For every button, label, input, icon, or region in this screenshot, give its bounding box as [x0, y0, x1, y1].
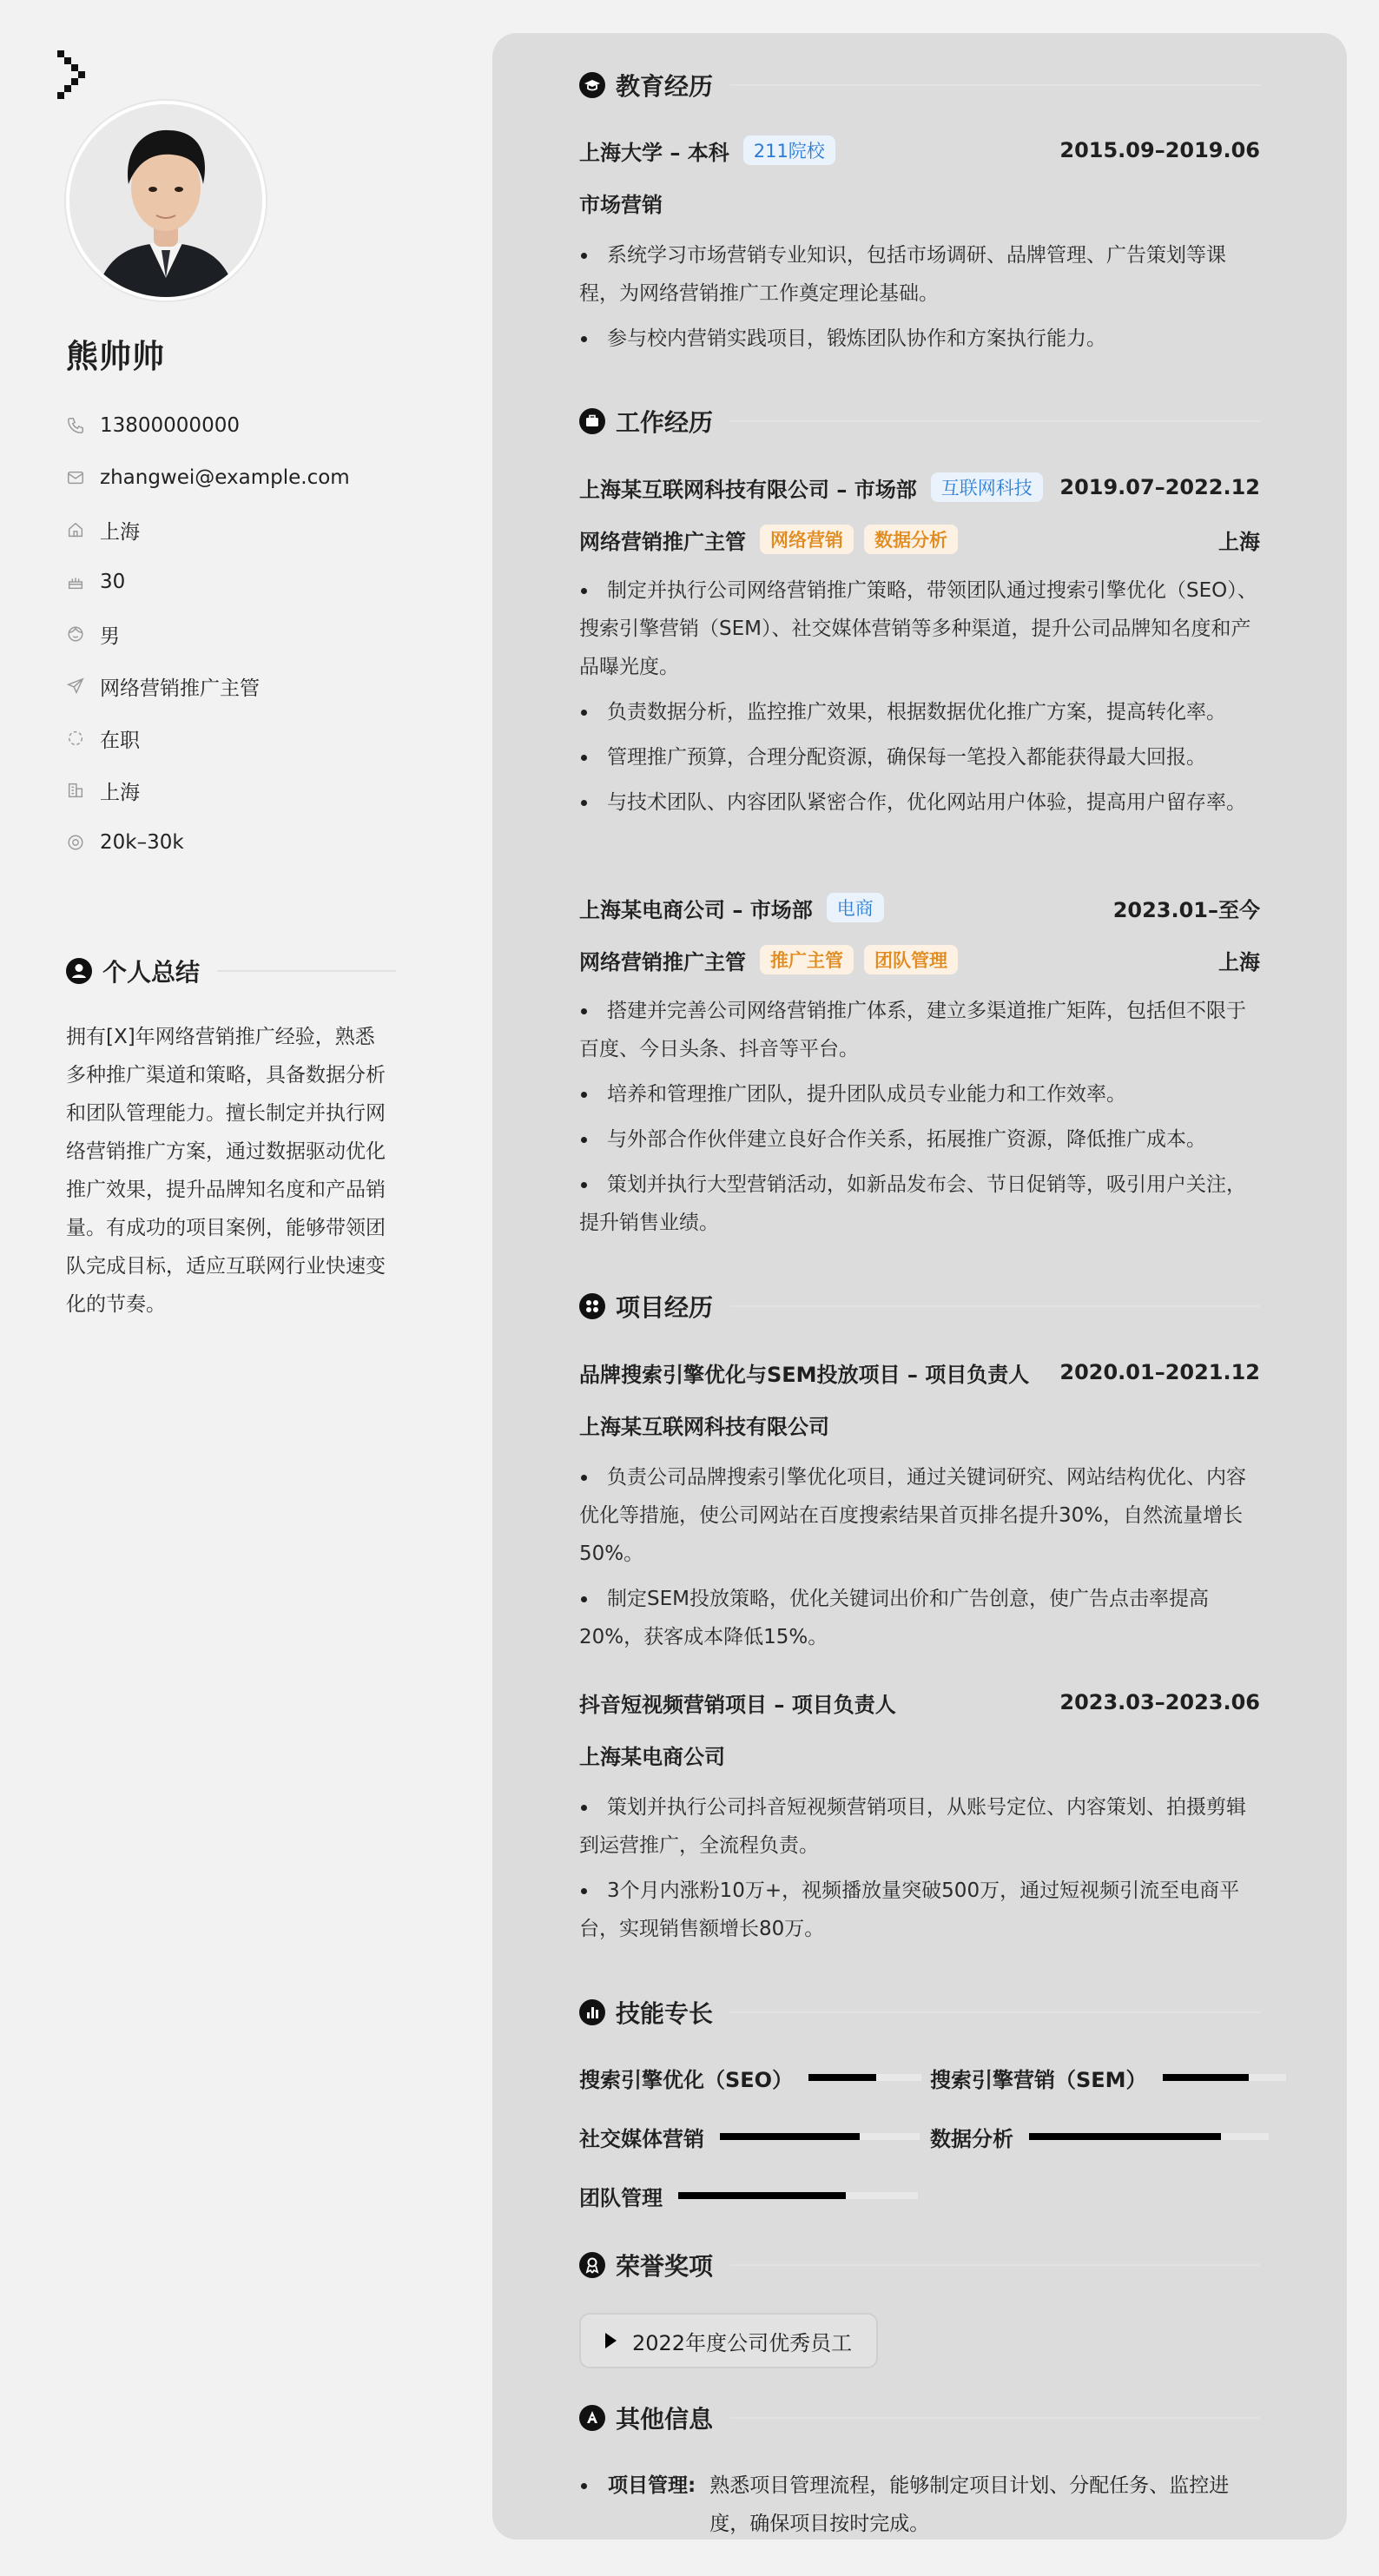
job-company: 上海某互联网科技有限公司 – 市场部 [579, 477, 917, 502]
age-row [66, 556, 396, 608]
position-text: 网络营销推广主管 [100, 677, 260, 700]
job-company: 上海某电商公司 – 市场部 [579, 897, 813, 922]
award-item [579, 2313, 878, 2368]
other-text: 熟悉项目管理流程，能够制定项目计划、分配任务、监控进度，确保项目按时完成。 [709, 2474, 1230, 2535]
graduation-icon [579, 72, 605, 98]
award-icon [579, 2252, 605, 2278]
status-row [66, 712, 396, 764]
list-item: 负责数据分析，监控推广效果，根据数据优化推广方案，提高转化率。 [579, 693, 1260, 731]
other-item [579, 2467, 1260, 2543]
divider [730, 420, 1260, 422]
building-icon [66, 781, 85, 800]
divider [730, 2417, 1260, 2419]
divider [730, 84, 1260, 86]
project-date: 2023.03–2023.06 [1059, 1690, 1260, 1714]
list-item: 制定并执行公司网络营销推广策略，带领团队通过搜索引擎优化（SEO）、搜索引擎营销（SEM）、社交媒体营销等多种渠道，提升公司品牌知名度和产品曝光度。 [579, 571, 1260, 686]
role-tag: 团队管理 [864, 945, 958, 974]
divider [217, 970, 396, 972]
other-label: 项目管理: [608, 2474, 696, 2497]
projects-title: 项目经历 [616, 1293, 714, 1322]
skill-bar [1163, 2074, 1286, 2081]
skill-item [930, 2060, 1286, 2095]
avatar-photo [69, 104, 262, 297]
skill-item [579, 2119, 920, 2154]
project-company-row [579, 1737, 1260, 1772]
list-item: 管理推广预算，合理分配资源，确保每一笔投入都能获得最大回报。 [579, 738, 1260, 776]
major: 市场营销 [579, 192, 663, 217]
salary-text: 20k–30k [100, 831, 184, 854]
award-text: 2022年度公司优秀员工 [632, 2330, 853, 2355]
skill-item [930, 2119, 1269, 2154]
list-item: 培养和管理推广团队，提升团队成员专业能力和工作效率。 [579, 1075, 1260, 1113]
job-city: 上海 [1218, 529, 1260, 554]
honors-title: 荣誉奖项 [616, 2252, 714, 2281]
grid-icon [579, 1293, 605, 1319]
job-bullets [579, 992, 1260, 1249]
list-item: 负责公司品牌搜索引擎优化项目，通过关键词研究、网站结构优化、内容优化等措施，使公司网站在百度搜索结果首页排名提升30%，自然流量增长50%。 [579, 1458, 1260, 1573]
summary-text: 拥有[X]年网络营销推广经验，熟悉多种推广渠道和策略，具备数据分析和团队管理能力。擅长制定并执行网络营销推广方案，通过数据驱动优化推广效果，提升品牌知名度和产品销量。有成功的项目案例，能够带领团队完成目标，适应互联网行业快速变化的节奏。 [66, 1026, 386, 1316]
list-item: 制定SEM投放策略，优化关键词出价和广告创意，使广告点击率提高20%，获客成本降低15%。 [579, 1580, 1260, 1656]
salary-row [66, 816, 396, 869]
email-row [66, 452, 396, 504]
email-text: zhangwei@example.com [100, 466, 350, 489]
skill-name: 搜索引擎优化（SEO） [579, 2067, 794, 2092]
job-bullets [579, 571, 1260, 829]
gender-text: 男 [100, 624, 120, 648]
honors-heading [579, 2248, 1260, 2282]
role-tag: 数据分析 [864, 525, 958, 554]
skill-name: 数据分析 [930, 2126, 1013, 2151]
mail-icon [66, 468, 85, 487]
list-item: 策划并执行公司抖音短视频营销项目，从账号定位、内容策划、拍摄剪辑到运营推广，全流程负责。 [579, 1788, 1260, 1865]
face-icon [66, 624, 85, 644]
project-header [579, 1685, 1260, 1720]
role-tag: 网络营销 [760, 525, 854, 554]
loading-icon [66, 729, 85, 748]
briefcase-icon [579, 408, 605, 434]
city-row [66, 764, 396, 816]
avatar [66, 101, 266, 301]
skill-name: 社交媒体营销 [579, 2126, 704, 2151]
contact-info [66, 400, 396, 869]
position-row [66, 660, 396, 712]
role-tag: 推广主管 [760, 945, 854, 974]
send-icon [66, 677, 85, 696]
job-city: 上海 [1218, 949, 1260, 974]
school-name: 上海大学 – 本科 [579, 140, 729, 165]
location-row [66, 504, 396, 556]
info-icon [579, 2405, 605, 2431]
home-icon [66, 520, 85, 539]
job-role-row [579, 522, 1260, 557]
list-item: 策划并执行大型营销活动，如新品发布会、节日促销等，吸引用户关注，提升销售业绩。 [579, 1166, 1260, 1242]
list-item: 搭建并完善公司网络营销推广体系，建立多渠道推广矩阵，包括但不限于百度、今日头条、抖音等平台。 [579, 992, 1260, 1068]
phone-row [66, 400, 396, 452]
job-header [579, 890, 1260, 925]
project-company-row [579, 1407, 1260, 1442]
logo-icon [57, 50, 92, 102]
user-icon [66, 958, 92, 984]
industry-tag: 互联网科技 [931, 472, 1043, 502]
list-item: 参与校内营销实践项目，锻炼团队协作和方案执行能力。 [579, 320, 1260, 358]
education-heading [579, 68, 1260, 102]
education-date: 2015.09–2019.06 [1059, 138, 1260, 162]
skill-bar [808, 2074, 921, 2081]
list-item: 与外部合作伙伴建立良好合作关系，拓展推广资源，降低推广成本。 [579, 1120, 1260, 1159]
education-bullets [579, 236, 1260, 365]
skill-item [579, 2060, 921, 2095]
job-header [579, 470, 1260, 505]
coin-icon [66, 833, 85, 852]
summary-heading [66, 954, 396, 988]
bar-chart-icon [579, 1999, 605, 2025]
project-bullets [579, 1458, 1260, 1663]
skill-fill [678, 2192, 846, 2199]
project-company: 上海某电商公司 [579, 1744, 725, 1769]
other-title: 其他信息 [616, 2405, 714, 2434]
list-item: 系统学习市场营销专业知识，包括市场调研、品牌管理、广告策划等课程，为网络营销推广工作奠定理论基础。 [579, 236, 1260, 313]
cake-icon [66, 572, 85, 591]
skill-item [579, 2178, 918, 2213]
list-item: 3个月内涨粉10万+，视频播放量突破500万，通过短视频引流至电商平台，实现销售额增长80万。 [579, 1872, 1260, 1948]
skill-fill [1029, 2133, 1221, 2140]
bullet-dot [581, 2483, 587, 2489]
project-header [579, 1355, 1260, 1390]
skill-bar [678, 2192, 918, 2199]
skills-heading [579, 1995, 1260, 2030]
location-text: 上海 [100, 520, 140, 544]
other-heading [579, 2401, 1260, 2435]
city-text: 上海 [100, 781, 140, 804]
candidate-name: 熊帅帅 [66, 338, 165, 375]
job-role-row [579, 942, 1260, 977]
gender-row [66, 608, 396, 660]
skill-name: 团队管理 [579, 2185, 663, 2210]
divider [730, 2264, 1260, 2266]
skill-fill [1163, 2074, 1249, 2081]
job-role: 网络营销推广主管 [579, 949, 746, 974]
work-title: 工作经历 [616, 408, 714, 437]
education-title: 教育经历 [616, 72, 714, 101]
divider [730, 2011, 1260, 2013]
project-name: 品牌搜索引擎优化与SEM投放项目 – 项目负责人 [579, 1362, 1030, 1387]
phone-icon [66, 416, 85, 435]
project-date: 2020.01–2021.12 [1059, 1360, 1260, 1384]
play-icon [605, 2333, 617, 2348]
work-heading [579, 404, 1260, 439]
skill-name: 搜索引擎营销（SEM） [930, 2067, 1147, 2092]
skill-fill [808, 2074, 876, 2081]
summary-title: 个人总结 [102, 958, 201, 987]
job-date: 2019.07–2022.12 [1059, 475, 1260, 499]
school-tag: 211院校 [743, 135, 835, 165]
major-row [579, 185, 1260, 220]
projects-heading [579, 1289, 1260, 1324]
skill-bar [720, 2133, 920, 2140]
phone-text: 13800000000 [100, 414, 240, 437]
age-text: 30 [100, 571, 126, 593]
other-info [579, 2467, 1260, 2543]
project-company: 上海某互联网科技有限公司 [579, 1414, 829, 1439]
job-date: 2023.01–至今 [1112, 897, 1260, 922]
project-bullets [579, 1788, 1260, 1955]
project-name: 抖音短视频营销项目 – 项目负责人 [579, 1692, 896, 1717]
divider [730, 1305, 1260, 1307]
education-header [579, 133, 1260, 168]
industry-tag: 电商 [827, 893, 884, 922]
skills-title: 技能专长 [616, 1999, 714, 2028]
list-item: 与技术团队、内容团队紧密合作，优化网站用户体验，提高用户留存率。 [579, 783, 1260, 822]
status-text: 在职 [100, 729, 140, 752]
job-role: 网络营销推广主管 [579, 529, 746, 554]
skill-fill [720, 2133, 860, 2140]
skill-bar [1029, 2133, 1269, 2140]
